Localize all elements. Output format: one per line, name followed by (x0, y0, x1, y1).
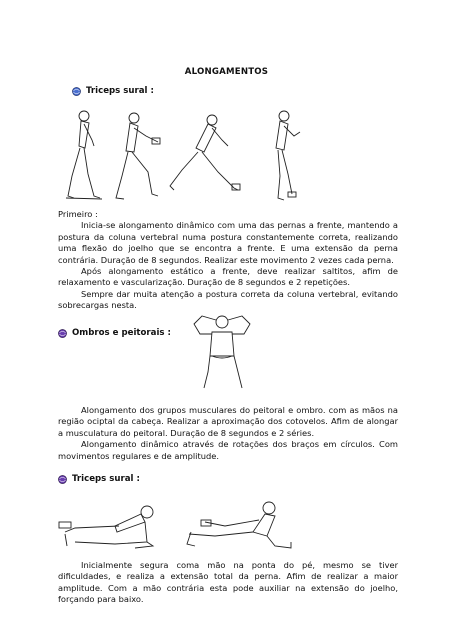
calf-stretch-illustration (62, 106, 302, 206)
figure-seated-left (59, 506, 153, 548)
section-heading-triceps-2 (58, 474, 140, 484)
section-3-body (58, 560, 398, 606)
figure-seated-right (187, 502, 291, 548)
paragraph: Sempre dar muita atenção a postura correta da coluna vertebral, evitando sobrecargas nesta. (58, 288, 398, 311)
paragraph: Inicialmente segura coma mão na ponta do pé, mesmo se tiver dificuldades, e realiza a extensão total da perna. Afim de realizar a maior amplitude. Com a mão contrária esta pode auxiliar na extensão do joelho, forçando para baixo. (58, 560, 398, 605)
section-1-body (58, 209, 398, 312)
section-heading-shoulders (58, 328, 171, 338)
globe-bullet-icon (58, 475, 67, 484)
figure-lean (170, 115, 240, 190)
section-heading-triceps-1 (72, 86, 154, 96)
section-heading-text: Ombros e peitorais : (72, 328, 171, 338)
paragraph: Alongamento dinâmico através de rotações dos braços em círculos. Com movimentos regulares e de amplitude. (58, 439, 398, 461)
paragraph: Alongamento dos grupos musculares do peitoral e ombro. com as mãos na região ociptal da cabeça. Realizar a aproximação dos cotovelos. Afim de alongar a musculatura do peitoral. Duração de 8 segundos e 2 séries. (58, 405, 398, 438)
paragraph: Inicia-se alongamento dinâmico com uma das pernas a frente, mantendo a postura da coluna vertebral numa postura constantemente correta, realizando uma flexão do joelho que se encontra a frente. E uma extensão da perna contrária. Duração de 8 segundos. Realizar este movimento 2 vezes cada perna. (58, 220, 398, 265)
chest-stretch-illustration (190, 310, 254, 390)
page-title: ALONGAMENTOS (184, 67, 269, 77)
figure-jog (276, 111, 300, 200)
globe-bullet-icon (72, 87, 81, 96)
paragraph: Após alongamento estático a frente, deve realizar saltitos, afim de relaxamento e vascularização. Duração de 8 segundos e 2 repetições. (58, 266, 398, 288)
section-2-body (58, 405, 398, 462)
section-label: Primeiro : (58, 209, 98, 219)
seated-stretch-illustration (55, 492, 295, 552)
figure-walking (66, 111, 102, 199)
figure-lunge (116, 113, 160, 199)
globe-bullet-icon (58, 329, 67, 338)
section-heading-text: Triceps sural : (86, 86, 154, 96)
section-heading-text: Triceps sural : (72, 474, 140, 484)
